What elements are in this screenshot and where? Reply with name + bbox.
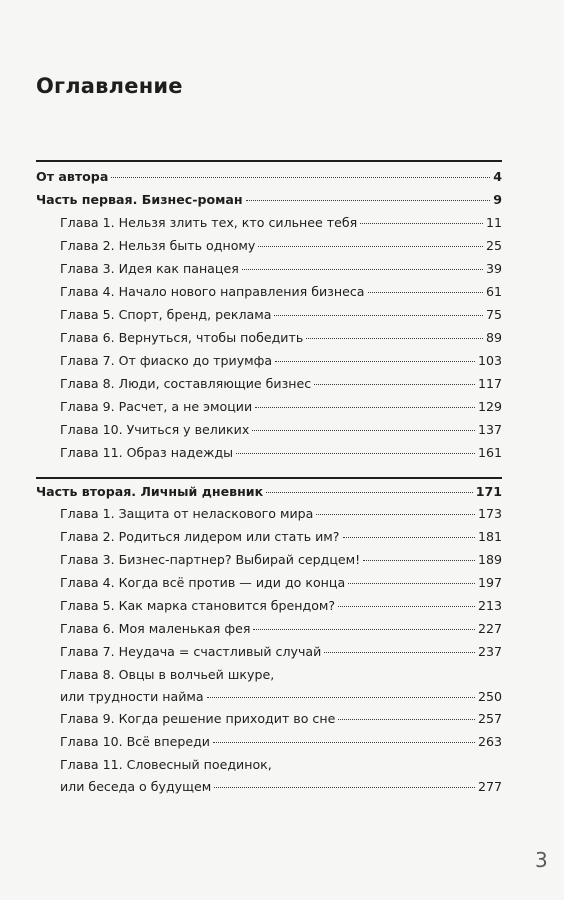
dot-leader	[246, 200, 491, 201]
dot-leader	[253, 629, 475, 630]
toc-page-number: 181	[477, 529, 502, 544]
toc-entry-title: Глава 10. Всё впереди	[60, 734, 210, 749]
toc-entry-title-continued: или трудности найма	[60, 689, 204, 704]
toc-chapter-entry[interactable]	[60, 689, 502, 705]
dot-leader	[360, 223, 483, 224]
toc-entry-title: Глава 3. Бизнес-партнер? Выбирай сердцем!	[60, 552, 361, 567]
toc-page-number: 213	[477, 598, 502, 613]
toc-chapter-entry[interactable]	[60, 529, 502, 545]
toc-entry-title: От автора	[36, 169, 109, 184]
toc-entry-title: Глава 6. Моя маленькая фея	[60, 621, 251, 636]
dot-leader	[255, 407, 475, 408]
toc-chapter-entry[interactable]	[60, 552, 502, 568]
toc-page-number: 171	[475, 484, 502, 499]
dot-leader	[316, 514, 475, 515]
toc-entry-title: Глава 1. Защита от неласкового мира	[60, 506, 314, 521]
toc-entry-title: Глава 1. Нельзя злить тех, кто сильнее тебя	[60, 215, 358, 230]
toc-chapter-entry[interactable]	[60, 779, 502, 795]
toc-entry-title: Глава 2. Родиться лидером или стать им?	[60, 529, 340, 544]
toc-entry-title-continued: или беседа о будущем	[60, 779, 212, 794]
dot-leader	[252, 430, 475, 431]
toc-chapter-entry[interactable]	[60, 376, 502, 392]
toc-chapter-entry[interactable]	[60, 238, 502, 254]
dot-leader	[213, 742, 475, 743]
toc-chapter-entry[interactable]	[60, 575, 502, 591]
toc-chapter-entry[interactable]	[60, 445, 502, 461]
toc-part-entry[interactable]	[36, 169, 502, 185]
dot-leader	[348, 583, 475, 584]
toc-page-number: 250	[477, 689, 502, 704]
toc-chapter-entry[interactable]	[60, 506, 502, 522]
toc-chapter-entry[interactable]	[60, 284, 502, 300]
toc-page-number: 227	[477, 621, 502, 636]
toc-chapter-entry[interactable]	[60, 399, 502, 415]
toc-entry-title: Глава 8. Овцы в волчьей шкуре,	[60, 667, 275, 682]
toc-entry-title: Часть первая. Бизнес-роман	[36, 192, 243, 207]
toc-chapter-entry[interactable]	[60, 711, 502, 727]
dot-leader	[338, 606, 475, 607]
toc-page-number: 277	[477, 779, 502, 794]
toc-entry-title: Часть вторая. Личный дневник	[36, 484, 264, 499]
dot-leader	[242, 269, 483, 270]
section-divider	[36, 477, 502, 479]
toc-entry-title: Глава 7. От фиаско до триумфа	[60, 353, 273, 368]
toc-page-number: 197	[477, 575, 502, 590]
toc-entry-title: Глава 9. Расчет, а не эмоции	[60, 399, 253, 414]
toc-entry-title: Глава 4. Когда всё против — иди до конца	[60, 575, 346, 590]
toc-page-number: 11	[485, 215, 502, 230]
dot-leader	[368, 292, 483, 293]
toc-page-number: 61	[485, 284, 502, 299]
toc-entry-title: Глава 2. Нельзя быть одному	[60, 238, 256, 253]
toc-page-number: 129	[477, 399, 502, 414]
dot-leader	[343, 537, 475, 538]
toc-page-number: 9	[493, 192, 502, 207]
toc-page-number: 263	[477, 734, 502, 749]
toc-entry-title: Глава 7. Неудача = счастливый случай	[60, 644, 322, 659]
dot-leader	[111, 177, 490, 178]
toc-chapter-entry[interactable]	[60, 422, 502, 438]
toc-page-number: 75	[485, 307, 502, 322]
dot-leader	[324, 652, 475, 653]
dot-leader	[258, 246, 483, 247]
dot-leader	[274, 315, 483, 316]
toc-entry-title: Глава 9. Когда решение приходит во сне	[60, 711, 336, 726]
toc-page-number: 89	[485, 330, 502, 345]
toc-entry-title: Глава 8. Люди, составляющие бизнес	[60, 376, 312, 391]
toc-chapter-entry[interactable]	[60, 353, 502, 369]
toc-entry-title: Глава 5. Спорт, бренд, реклама	[60, 307, 272, 322]
toc-chapter-entry[interactable]	[60, 734, 502, 750]
toc-entry-title: Глава 11. Словесный поединок,	[60, 757, 272, 772]
dot-leader	[363, 560, 475, 561]
toc-page-number: 257	[477, 711, 502, 726]
page-number: 3	[535, 848, 548, 872]
top-rule	[36, 160, 502, 162]
toc-part-entry[interactable]	[36, 484, 502, 500]
toc-page-number: 25	[485, 238, 502, 253]
toc-entry-title: Глава 6. Вернуться, чтобы победить	[60, 330, 304, 345]
toc-part-entry[interactable]	[36, 192, 502, 208]
dot-leader	[338, 719, 475, 720]
toc-chapter-entry[interactable]	[60, 644, 502, 660]
dot-leader	[236, 453, 475, 454]
toc-page-number: 103	[477, 353, 502, 368]
toc-page-number: 117	[477, 376, 502, 391]
toc-page-number: 173	[477, 506, 502, 521]
toc-page-number: 189	[477, 552, 502, 567]
toc-page-number: 4	[493, 169, 502, 184]
dot-leader	[306, 338, 483, 339]
toc-page-number: 161	[477, 445, 502, 460]
dot-leader	[207, 697, 475, 698]
toc-entry-title: Глава 4. Начало нового направления бизнеса	[60, 284, 365, 299]
toc-entry-title: Глава 10. Учиться у великих	[60, 422, 250, 437]
toc-entry-title: Глава 3. Идея как панацея	[60, 261, 239, 276]
toc-chapter-entry[interactable]	[60, 621, 502, 637]
toc-chapter-entry[interactable]	[60, 598, 502, 614]
toc-chapter-entry[interactable]	[60, 215, 502, 231]
toc-chapter-entry[interactable]	[60, 330, 502, 346]
toc-page-number: 137	[477, 422, 502, 437]
dot-leader	[214, 787, 475, 788]
toc-entry-title: Глава 11. Образ надежды	[60, 445, 234, 460]
dot-leader	[266, 492, 473, 493]
page-title: Оглавление	[36, 74, 183, 98]
toc-entry-title: Глава 5. Как марка становится брендом?	[60, 598, 336, 613]
toc-chapter-entry[interactable]	[60, 261, 502, 277]
toc-page-number: 39	[485, 261, 502, 276]
dot-leader	[314, 384, 475, 385]
toc-page-number: 237	[477, 644, 502, 659]
dot-leader	[275, 361, 475, 362]
toc-chapter-entry[interactable]	[60, 307, 502, 323]
